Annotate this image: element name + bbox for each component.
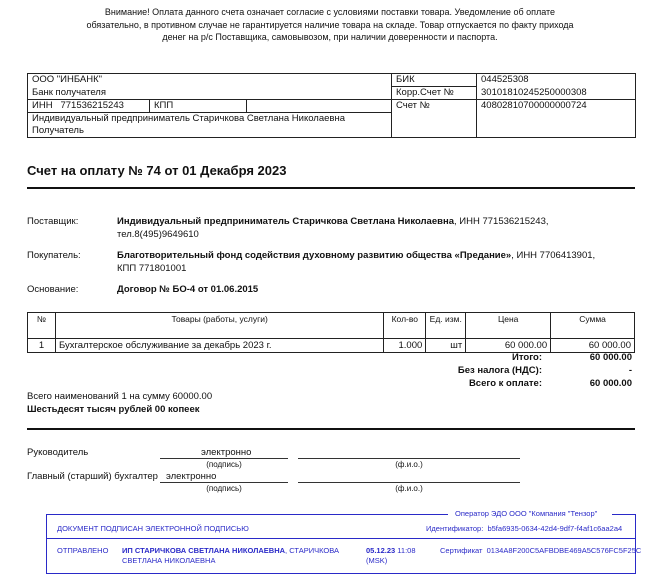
- pay-value: 60 000.00: [589, 378, 632, 389]
- kpp-cell: [150, 100, 247, 113]
- account-value-cont: [477, 113, 636, 126]
- recipient-name: Индивидуальный предприниматель Старичкова Светлана Николаевна: [28, 113, 392, 126]
- corr-account-value: 30101810245250000308: [477, 87, 636, 100]
- notice-line: Внимание! Оплата данного счета означает согласие с условиями поставки товара. Уведомление об оплате: [104, 7, 556, 17]
- vat-value: -: [628, 365, 632, 376]
- bik-value: 044525308: [477, 74, 636, 87]
- col-header-qty: Кол-во: [384, 313, 426, 339]
- notice-line: обязательно, в противном случае не гарантируется наличие товара на складе. Товар отпускается по факту прихода: [86, 19, 574, 30]
- account-label: Счет №: [392, 100, 477, 113]
- notice-line: денег на р/с Поставщика, самовывозом, при наличии доверенности и паспорта.: [162, 32, 498, 42]
- head-sign-line: [160, 458, 288, 459]
- row-price: 60 000.00: [466, 339, 551, 353]
- buyer-label: Покупатель:: [27, 250, 81, 261]
- buyer-name: Благотворительный фонд содействия духовному развитию общества «Предание»: [117, 250, 512, 261]
- edo-sender: [122, 546, 357, 566]
- supplier-inn: , ИНН 771536215243,: [454, 216, 549, 227]
- pay-label: Всего к оплате:: [468, 378, 542, 389]
- account-label-cont: [392, 113, 477, 126]
- amount-in-words: Шестьдесят тысяч рублей 00 копеек: [27, 404, 200, 415]
- edo-id-label: Идентификатор:: [426, 524, 484, 533]
- total-value: 60 000.00: [589, 352, 632, 363]
- col-header-name: Товары (работы, услуги): [55, 313, 383, 339]
- edo-frame-top-right: [612, 514, 636, 515]
- inn-kpp-spacer: [247, 100, 392, 113]
- supplier-name: Индивидуальный предприниматель Старичкова Светлана Николаевна: [117, 216, 454, 227]
- supplier-label: Поставщик:: [27, 216, 79, 227]
- invoice-title: Счет на оплату № 74 от 01 Декабря 2023: [27, 163, 287, 178]
- account-value-end: [477, 125, 636, 138]
- inn-cell: [28, 100, 150, 113]
- buyer-value: [117, 250, 632, 275]
- title-divider: [27, 187, 635, 189]
- edo-time: 11:08: [397, 546, 416, 555]
- edo-cert-label: Сертификат: [440, 546, 483, 555]
- head-signature: электронно: [201, 447, 252, 458]
- basis-label: Основание:: [27, 284, 79, 295]
- signatures-divider: [27, 428, 635, 430]
- col-header-sum: Сумма: [551, 313, 635, 339]
- total-row: [332, 352, 632, 365]
- accountant-sign-caption: (подпись): [206, 484, 242, 493]
- edo-frame-top-left: [46, 514, 448, 515]
- account-label-end: [392, 125, 477, 138]
- edo-signed-label: ДОКУМЕНТ ПОДПИСАН ЭЛЕКТРОННОЙ ПОДПИСЬЮ: [57, 524, 249, 533]
- items-header-row: [28, 313, 635, 339]
- accountant-label: Главный (старший) бухгалтер: [27, 471, 158, 482]
- account-value: 40802810700000000724: [477, 100, 636, 113]
- row-unit: шт: [426, 339, 466, 353]
- buyer-inn: , ИНН 7706413901,: [511, 250, 596, 261]
- accountant-name-line: [298, 482, 520, 483]
- supplier-phone: тел.8(495)9649610: [117, 228, 199, 240]
- bank-recipient-label: Банк получателя: [28, 87, 392, 100]
- edo-separator: [46, 538, 636, 539]
- edo-datetime: [366, 546, 416, 566]
- head-label: Руководитель: [27, 447, 89, 458]
- edo-date: 05.12.23: [366, 546, 396, 555]
- accountant-sign-line: [160, 482, 288, 483]
- edo-sender-rest: , СТАРИЧКОВА: [285, 546, 339, 555]
- row-name: Бухгалтерское обслуживание за декабрь 2023 г.: [55, 339, 383, 353]
- row-num: 1: [28, 339, 56, 353]
- supplier-value: [117, 216, 632, 241]
- bank-name: ООО "ИНБАНК": [28, 74, 392, 87]
- basis-contract: Договор № БО-4 от 01.06.2015: [117, 284, 259, 295]
- col-header-price: Цена: [466, 313, 551, 339]
- head-name-line: [298, 458, 520, 459]
- edo-sender-name: ИП СТАРИЧКОВА СВЕТЛАНА НИКОЛАЕВНА: [122, 546, 286, 555]
- kpp-label: КПП: [154, 100, 174, 111]
- bank-details-table: [27, 73, 636, 138]
- edo-id-value: b5fa6935-0634-42d4-9df7-f4af1c6aa2a4: [487, 524, 623, 533]
- corr-account-label: Корр.Счет №: [392, 87, 477, 100]
- buyer-kpp: КПП 771801001: [117, 262, 187, 274]
- vat-row: [332, 365, 632, 378]
- inn-value: 771536215243: [60, 100, 124, 111]
- edo-tz: (MSK): [366, 556, 388, 565]
- total-label: Итого:: [512, 352, 542, 363]
- pay-row: [332, 378, 632, 391]
- bik-label: БИК: [392, 74, 477, 87]
- table-row: [28, 339, 635, 353]
- row-sum: 60 000.00: [551, 339, 635, 353]
- items-table: [27, 312, 635, 353]
- accountant-name-caption: (ф.и.о.): [395, 484, 423, 493]
- inn-label: ИНН: [32, 100, 53, 111]
- col-header-num: №: [28, 313, 56, 339]
- edo-certificate: [440, 546, 641, 556]
- edo-cert-value: 0134A8F200C5AFBDBE469A5C576FC5F25C: [486, 546, 642, 555]
- edo-sent-label: ОТПРАВЛЕНО: [57, 546, 109, 555]
- edo-identifier: [426, 524, 622, 534]
- accountant-signature: электронно: [166, 471, 217, 482]
- edo-sender-line2: СВЕТЛАНА НИКОЛАЕВНА: [122, 556, 216, 565]
- recipient-label: Получатель: [28, 125, 392, 138]
- items-count-line: Всего наименований 1 на сумму 60000.00: [27, 391, 213, 402]
- basis-value: [117, 284, 632, 297]
- col-header-unit: Ед. изм.: [426, 313, 466, 339]
- edo-operator: Оператор ЭДО ООО "Компания "Тензор": [455, 509, 598, 518]
- head-name-caption: (ф.и.о.): [395, 460, 423, 469]
- head-sign-caption: (подпись): [206, 460, 242, 469]
- vat-label: Без налога (НДС):: [457, 365, 542, 376]
- payment-notice: [50, 6, 610, 44]
- row-qty: 1.000: [384, 339, 426, 353]
